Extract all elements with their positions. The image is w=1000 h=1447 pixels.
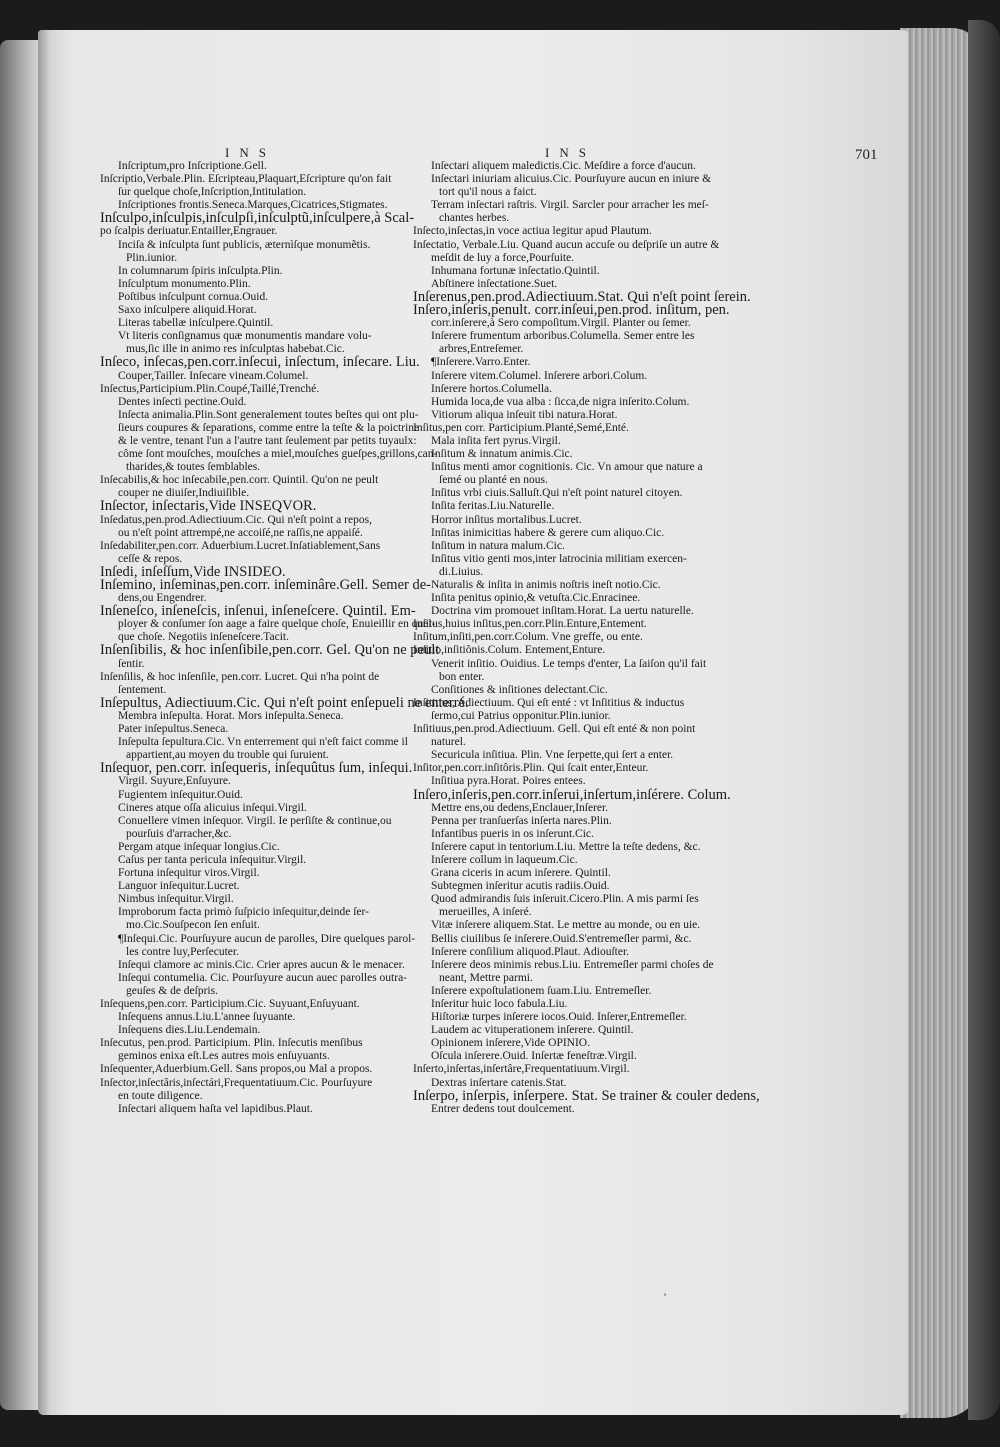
bottom-mark: ' bbox=[664, 1290, 667, 1304]
text-line: Inſectari aliquem maledictis.Cic. Meſdire a force d'aucun. bbox=[431, 160, 696, 172]
text-line: Cineres atque oſſa alicuius inſequi.Virgil. bbox=[118, 801, 307, 814]
text-line: Inſedatus,pen.prod.Adiectiuum.Cic. Qui n'eſt point a repos, bbox=[100, 513, 372, 526]
text-line: Conſitiones & inſitiones delectant.Cic. bbox=[431, 683, 608, 696]
text-line: Inſculpo,inſculpis,inſculpſi,inſculptũ,inſculpere,à Scal- bbox=[100, 210, 415, 227]
text-line: Inſerto,inſertas,inſertâre,Frequentatiuum.Virgil. bbox=[413, 1063, 630, 1076]
text-line: corr.inſerere,à Sero compoſitum.Virgil. Planter ou ſemer. bbox=[431, 317, 691, 330]
text-line: Inſerere deos minimis rebus.Liu. Entremeſler parmi choſes de bbox=[431, 958, 714, 971]
text-line: Mettre ens,ou dedens,Enclauer,Inſerer. bbox=[431, 801, 609, 814]
text-line: Inciſa & inſculpta ſunt publicis, æternìſque monumẽtis. bbox=[118, 238, 371, 251]
text-line: Inſecutus, pen.prod. Participium. Plin. Inſecutis menſibus bbox=[100, 1037, 363, 1050]
text-line: ſentement. bbox=[118, 683, 167, 696]
text-line: Inſectus,Participium.Plin.Coupé,Taillé,Trenché. bbox=[100, 382, 320, 395]
text-line: Venerit inſitio. Ouidius. Le temps d'enter, La ſaiſon qu'il fait bbox=[431, 657, 707, 670]
text-line: Inſequi contumelia. Cic. Pourſuyure aucun auec parolles outra- bbox=[118, 971, 407, 984]
text-line: Inſecto,inſectas,in voce actiua legitur apud Plautum. bbox=[413, 225, 652, 238]
text-line: neant, Mettre parmi. bbox=[439, 971, 533, 984]
text-line: merueilles, A inſeré. bbox=[439, 906, 532, 919]
page-number: 701 bbox=[855, 147, 878, 163]
text-line: Inſitus vitio genti mos,inter latrocinia militiam exercen- bbox=[431, 552, 687, 565]
text-line: ſemé ou planté en nous. bbox=[439, 474, 548, 487]
text-line: Literas tabellæ inſculpere.Quintil. bbox=[118, 317, 274, 330]
text-line: Securicula inſitiua. Plin. Vne ſerpette,qui ſert a enter. bbox=[431, 749, 674, 762]
text-line: Nimbus inſequitur.Virgil. bbox=[118, 893, 234, 906]
text-line: Inſerere hortos.Columella. bbox=[431, 382, 553, 395]
text-line: appartient,au moyen du trouble qui ſuruient. bbox=[126, 749, 329, 762]
text-line: Vitæ inſerere aliquem.Stat. Le mettre au monde, ou en uie. bbox=[431, 919, 701, 932]
text-line: Inſerere expoſtulationem ſuam.Liu. Entremeſler. bbox=[431, 984, 652, 997]
text-line: Inſerere caput in tentorium.Liu. Mettre la teſte dedens, &c. bbox=[431, 840, 701, 853]
text-line: Inſitas inimicitias habere & gerere cum aliquo.Cic. bbox=[431, 526, 665, 539]
text-line: Inſequi clamore ac minis.Cic. Crier apres aucun & le menacer. bbox=[118, 958, 405, 971]
text-line: Membra inſepulta. Horat. Mors inſepulta.Seneca. bbox=[118, 709, 344, 722]
text-line: Pergam atque inſequar longius.Cic. bbox=[118, 840, 280, 853]
left-page-edge bbox=[0, 40, 40, 1410]
text-line: Inſitus,pen corr. Participium.Planté,Semé,Enté. bbox=[413, 421, 629, 434]
text-line: Dentes inſecti pectine.Ouid. bbox=[118, 395, 247, 408]
text-line: Inſepultus, Adiectiuum.Cic. Qui n'eſt point enſepueli ne enterré. bbox=[100, 694, 469, 711]
text-line: Inſcriptiones frontis.Seneca.Marques,Cicatrices,Stigmates. bbox=[118, 199, 388, 212]
text-line: Inſcriptum,pro Inſcriptione.Gell. bbox=[118, 160, 267, 172]
text-line: Inſitiua pyra.Horat. Poires entees. bbox=[431, 775, 586, 788]
text-line: mus,ſic ille in animo res inſculptas habebat.Cic. bbox=[126, 343, 345, 356]
text-line: Inſitus menti amor cognitionis. Cic. Vn amour que nature a bbox=[431, 461, 703, 474]
text-line: Inſerpo, inſerpis, inſerpere. Stat. Se trainer & couler dedens, bbox=[413, 1087, 760, 1104]
text-line: Inſerere collum in laqueum.Cic. bbox=[431, 853, 578, 866]
text-line: tharides,& toutes ſemblables. bbox=[126, 461, 261, 474]
text-line: Bellis ciuilibus ſe inſerere.Ouid.S'entremeſler parmi, &c. bbox=[431, 932, 692, 945]
text-line: Inſerere vitem.Columel. Inſerere arbori.Colum. bbox=[431, 369, 648, 382]
text-line: naturel. bbox=[431, 736, 466, 749]
text-line: Hiſtoriæ turpes inſerere iocos.Ouid. Inſerer,Entremeſler. bbox=[431, 1011, 687, 1024]
text-line: ceſſe & repos. bbox=[118, 552, 183, 565]
text-line: Terram inſectari raſtris. Virgil. Sarcler pour arracher les meſ- bbox=[431, 199, 709, 212]
text-line: Plin.iunior. bbox=[126, 251, 178, 264]
text-line: Inſecta animalia.Plin.Sont generalement toutes beſtes qui ont plu- bbox=[118, 408, 419, 421]
text-line: Inſitus,huius inſitus,pen.corr.Plin.Enture,Entement. bbox=[413, 618, 647, 631]
text-line: Inſepulta ſepultura.Cic. Vn enterrement qui n'eſt faict comme il bbox=[118, 736, 408, 749]
text-line: côme ſont mouſches, mouſches a miel,mouſches gueſpes,grillons,can- bbox=[118, 448, 438, 461]
text-line: mo.Cic.Souſpecon ſen enſuit. bbox=[126, 919, 260, 932]
text-line: arbres,Entreſemer. bbox=[439, 343, 524, 356]
text-line: Horror inſitus mortalibus.Lucret. bbox=[431, 513, 582, 526]
text-line: Humida loca,de vua alba : ſicca,de nigra inſerito.Colum. bbox=[431, 395, 690, 408]
text-line: Vitiorum aliqua inſeuit tibi natura.Horat. bbox=[431, 408, 618, 421]
text-line: Inſectatio, Verbale.Liu. Quand aucun accuſe ou deſpriſe un autre & bbox=[413, 238, 720, 251]
text-line: Dextras inſertare catenis.Stat. bbox=[431, 1076, 567, 1089]
text-line: meſdit de luy a force,Pourſuite. bbox=[431, 251, 575, 264]
page-gutter-shadow bbox=[38, 30, 58, 1415]
text-line: bon enter. bbox=[439, 670, 485, 683]
text-line: geminos enixa eſt.Les autres mois enſuyuants. bbox=[118, 1050, 330, 1063]
text-line: Inſita feritas.Liu.Naturelle. bbox=[431, 500, 555, 513]
text-line: Languor inſequitur.Lucret. bbox=[118, 880, 240, 893]
text-line: ſentir. bbox=[118, 657, 145, 670]
text-line: Pater inſepultus.Seneca. bbox=[118, 723, 229, 736]
text-line: ¶Inſerere.Varro.Enter. bbox=[431, 356, 531, 369]
text-line: Inſitiuus,pen.prod.Adiectiuum. Gell. Qui eſt enté & non point bbox=[413, 723, 696, 736]
text-line: Quod admirandis ſuis inſeruit.Cicero.Plin. A mis parmi ſes bbox=[431, 893, 699, 906]
text-line: Inſedi, inſeſſum,Vide INSIDEO. bbox=[100, 563, 286, 580]
text-line: Entrer dedens tout doulcement. bbox=[431, 1102, 575, 1115]
text-line: Mala inſita fert pyrus.Virgil. bbox=[431, 434, 561, 447]
text-line: Inſita penitus opinio,& vetuſta.Cic.Enracinee. bbox=[431, 592, 641, 605]
text-line: Inſero,inſeris,penult. corr.inſeui,pen.prod. inſitum, pen. bbox=[413, 302, 730, 319]
text-line: Inſitor,pen.corr.inſitôris.Plin. Qui ſcait enter,Enteur. bbox=[413, 762, 649, 775]
text-line: Inſenſilis, & hoc inſenſile, pen.corr. Lucret. Qui n'ha point de bbox=[100, 670, 380, 683]
text-line: Improborum facta primò ſuſpicio inſequitur,deinde ſer- bbox=[118, 906, 369, 919]
text-line: Inſitum in natura malum.Cic. bbox=[431, 539, 565, 552]
text-line: Couper,Tailler. Inſecare vineam.Columel. bbox=[118, 369, 309, 382]
text-line: Abſtinere inſectatione.Suet. bbox=[431, 277, 558, 290]
text-line: Penna per tranſuerſas inſerta nares.Plin. bbox=[431, 814, 612, 827]
right-text-column bbox=[413, 160, 760, 1116]
text-line: Inſequens,pen.corr. Participium.Cic. Suyuant,Enſuyuant. bbox=[100, 998, 360, 1010]
text-line: chantes herbes. bbox=[439, 212, 510, 225]
text-line: pourſuis d'arracher,&c. bbox=[126, 827, 232, 840]
text-line: Inſequens annus.Liu.L'annee ſuyuante. bbox=[118, 1011, 296, 1024]
text-line: Oſcula inſerere.Ouid. Inſertæ feneſtræ.Virgil. bbox=[431, 1050, 637, 1063]
text-line: ſermo,cui Patrius opponitur.Plin.iunior. bbox=[431, 709, 611, 722]
text-line: Subtegmen inſeritur acutis radiis.Ouid. bbox=[431, 880, 610, 893]
text-line: que choſe. Negotiis inſeneſcere.Tacit. bbox=[118, 631, 289, 644]
text-line: Inſerenus,pen.prod.Adiectiuum.Stat. Qui n'eſt point ſerein. bbox=[413, 288, 751, 305]
text-line: Inſequens dies.Liu.Lendemain. bbox=[118, 1024, 261, 1037]
text-line: dens,ou Engendrer. bbox=[118, 592, 207, 605]
text-line: Inſerere frumentum arboribus.Columella. Semer entre les bbox=[431, 330, 695, 343]
text-line: geuſes & de deſpris. bbox=[126, 984, 218, 997]
text-line: Inſitum & innatum animis.Cic. bbox=[431, 448, 573, 461]
text-line: & le ventre, tenant l'un a l'autre tant ſeulement par petits tuyaulx: bbox=[118, 434, 417, 447]
text-line: Inhumana fortunæ inſectatio.Quintil. bbox=[431, 264, 600, 277]
text-line: Laudem ac vituperationem inſerere. Quintil. bbox=[431, 1024, 634, 1037]
text-line: ou n'eſt point attrempé,ne accoiſé,ne raſſis,ne appaiſé. bbox=[118, 526, 363, 539]
text-line: Poſtibus inſculpunt cornua.Ouid. bbox=[118, 290, 269, 303]
text-line: ¶Inſequi.Cic. Pourſuyure aucun de parolles, Dire quelques parol- bbox=[118, 932, 416, 945]
text-line: In columnarum ſpiris inſculpta.Plin. bbox=[118, 264, 283, 277]
text-line: tort qu'il nous a faict. bbox=[439, 186, 537, 199]
text-line: en toute diligence. bbox=[118, 1089, 203, 1102]
text-line: Inſitus vrbi ciuis.Salluſt.Qui n'eſt point naturel citoyen. bbox=[431, 487, 683, 500]
text-line: di.Liuius. bbox=[439, 565, 484, 578]
text-line: Infantibus pueris in os inſerunt.Cic. bbox=[431, 827, 594, 840]
text-line: Inſemino, inſeminas,pen.corr. inſeminâre.Gell. Semer de- bbox=[100, 577, 431, 593]
text-line: Inſculptum monumento.Plin. bbox=[118, 277, 251, 290]
text-line: Inſenſibilis, & hoc inſenſibile,pen.corr. Gel. Qu'on ne peult bbox=[100, 642, 440, 659]
text-line: Inſeneſco, inſeneſcis, inſenui, inſeneſcere. Quintil. Em- bbox=[100, 603, 416, 620]
text-line: Inſedabiliter,pen.corr. Aduerbium.Lucret.Inſatiablement,Sans bbox=[100, 539, 381, 552]
text-line: Inſectari iniuriam alicuius.Cic. Pourſuyure aucun en iniure & bbox=[431, 173, 712, 186]
text-line: les contre luy,Perſecuter. bbox=[126, 945, 239, 958]
text-line: Inſequenter,Aduerbium.Gell. Sans propos,ou Mal a propos. bbox=[100, 1063, 373, 1076]
text-line: Virgil. Suyure,Enſuyure. bbox=[118, 775, 231, 788]
text-line: Inſecabilis,& hoc inſecabile,pen.corr. Quintil. Qu'on ne peult bbox=[100, 474, 379, 487]
text-line: Inſero,inſeris,pen.corr.inſerui,inſertum,inſérere. Colum. bbox=[413, 786, 731, 803]
text-line: Opinionem inſerere,Vide OPINIO. bbox=[431, 1037, 590, 1050]
text-line: Inſeritur huic loco fabula.Liu. bbox=[431, 998, 568, 1010]
text-line: ſieurs coupures & ſeparations, comme entre la teſte & la poictrine bbox=[118, 421, 420, 434]
text-line: Inſectari aliquem haſta vel lapidibus.Plaut. bbox=[118, 1102, 313, 1115]
text-line: Inſititius, Adiectiuum. Qui eſt enté : vt Inſititius & inductus bbox=[413, 696, 685, 709]
text-line: couper ne diuiſer,Indiuiſible. bbox=[118, 487, 250, 500]
text-line: Inſcriptio,Verbale.Plin. Eſcripteau,Plaquart,Eſcripture qu'on fait bbox=[100, 173, 392, 186]
text-line: Inſequor, pen.corr. inſequeris, inſequûtus ſum, inſequi. bbox=[100, 760, 413, 777]
text-line: Inſitum,inſiti,pen.corr.Colum. Vne greffe, ou ente. bbox=[413, 631, 643, 644]
text-line: Vt literis conſignamus quæ monumentis mandare volu- bbox=[118, 330, 372, 343]
text-line: Inſector,inſectâris,inſectári,Frequentatiuum.Cic. Pourſuyure bbox=[100, 1076, 373, 1089]
text-line: Inſector, inſectaris,Vide INSEQVOR. bbox=[100, 498, 317, 515]
text-line: ployer & conſumer ſon aage a faire quelque choſe, Enuieillir en quel- bbox=[118, 618, 436, 631]
right-running-header: INS bbox=[545, 145, 596, 160]
text-line: Fortuna inſequitur viros.Virgil. bbox=[118, 867, 260, 880]
text-line: Conuellere vimen inſequor. Virgil. Ie perſiſte & continue,ou bbox=[118, 814, 392, 827]
text-line: po ſcalpis deriuatur.Entailler,Engrauer. bbox=[100, 225, 278, 238]
text-line: Grana ciceris in acum inſerere. Quintil. bbox=[431, 867, 611, 880]
text-line: Doctrina vim promouet inſitam.Horat. La uertu naturelle. bbox=[431, 605, 694, 618]
text-line: Fugientem inſequitur.Ouid. bbox=[118, 788, 243, 801]
text-line: Naturalis & inſita in animis noſtris ineſt notio.Cic. bbox=[431, 579, 661, 591]
text-line: Inſitio,inſitiônis.Colum. Entement,Enture. bbox=[413, 644, 606, 657]
text-line: Saxo inſculpere aliquid.Horat. bbox=[118, 304, 257, 317]
text-line: Inſeco, inſecas,pen.corr.inſecui, inſectum, inſecare. Liu. bbox=[100, 354, 420, 371]
text-line: Inſerere conſilium aliquod.Plaut. Adiouſter. bbox=[431, 945, 630, 958]
text-line: Caſus per tanta pericula inſequitur.Virgil. bbox=[118, 853, 307, 866]
left-running-header: INS bbox=[225, 145, 276, 160]
book-cover-edge bbox=[968, 20, 1000, 1420]
text-line: ſur quelque choſe,Inſcription,Intitulation. bbox=[118, 186, 307, 199]
